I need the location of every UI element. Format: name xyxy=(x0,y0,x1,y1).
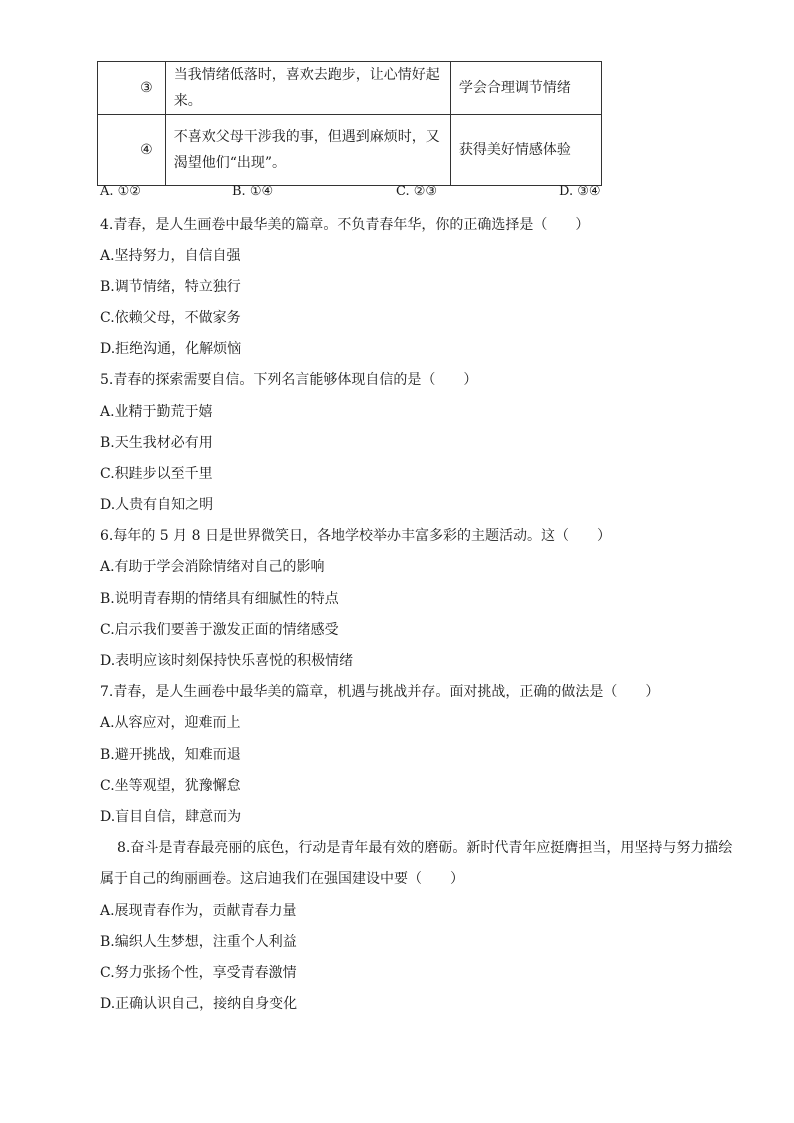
option-a: A. ①② xyxy=(100,184,141,199)
table-row xyxy=(98,115,602,186)
option-a: A.从容应对，迎难而上 xyxy=(100,715,241,731)
row-number: ④ xyxy=(98,115,166,186)
statement-table xyxy=(97,61,602,186)
option-b: B.避开挑战，知难而退 xyxy=(100,747,241,763)
row-content: 当我情绪低落时，喜欢去跑步，让心情好起来。 xyxy=(165,62,450,115)
table-row xyxy=(98,62,602,115)
option-c: C.坐等观望，犹豫懈怠 xyxy=(100,778,241,794)
question-stem: 6.每年的 5 月 8 日是世界微笑日，各地学校举办丰富多彩的主题活动。这（ ） xyxy=(100,528,611,544)
option-a: A.业精于勤荒于嬉 xyxy=(100,404,213,420)
option-a: A.坚持努力，自信自强 xyxy=(100,248,241,264)
option-a: A.展现青春作为，贡献青春力量 xyxy=(100,903,297,919)
option-b: B.调节情绪，特立独行 xyxy=(100,279,241,295)
option-d: D.人贵有自知之明 xyxy=(100,497,214,513)
option-d: D.正确认识自己，接纳自身变化 xyxy=(100,996,298,1012)
option-d: D.盲目自信，肆意而为 xyxy=(100,809,242,825)
row-number: ③ xyxy=(98,62,166,115)
option-c: C.积跬步以至千里 xyxy=(100,466,213,482)
option-d: D.拒绝沟通，化解烦恼 xyxy=(100,341,242,357)
question-stem-continued: 属于自己的绚丽画卷。这启迪我们在强国建设中要（ ） xyxy=(100,871,464,887)
option-b: B.说明青春期的情绪具有细腻性的特点 xyxy=(100,591,339,607)
option-c: C.努力张扬个性，享受青春激情 xyxy=(100,965,297,981)
option-b: B.天生我材必有用 xyxy=(100,435,213,451)
option-b: B.编织人生梦想，注重个人利益 xyxy=(100,934,297,950)
question-stem: 4.青春，是人生画卷中最华美的篇章。不负青春年华，你的正确选择是（ ） xyxy=(100,217,590,233)
option-c: C.依赖父母，不做家务 xyxy=(100,310,241,326)
option-d: D.表明应该时刻保持快乐喜悦的积极情绪 xyxy=(100,653,354,669)
option-c: C. ②③ xyxy=(396,184,438,199)
option-d: D. ③④ xyxy=(559,184,601,199)
row-content: 不喜欢父母干涉我的事，但遇到麻烦时，又渴望他们“出现”。 xyxy=(165,115,450,186)
row-conclusion: 学会合理调节情绪 xyxy=(450,62,601,115)
question-stem: 5.青春的探索需要自信。下列名言能够体现自信的是（ ） xyxy=(100,372,478,388)
option-c: C.启示我们要善于激发正面的情绪感受 xyxy=(100,622,339,638)
option-a: A.有助于学会消除情绪对自己的影响 xyxy=(100,559,325,575)
question-stem: 7.青春，是人生画卷中最华美的篇章，机遇与挑战并存。面对挑战，正确的做法是（ ） xyxy=(100,684,660,700)
option-b: B. ①④ xyxy=(232,184,274,199)
row-conclusion: 获得美好情感体验 xyxy=(450,115,601,186)
q3-options xyxy=(100,184,610,204)
question-stem: 8.奋斗是青春最亮丽的底色，行动是青年最有效的磨砺。新时代青年应挺膺担当，用坚持与努力描绘 xyxy=(117,840,733,856)
